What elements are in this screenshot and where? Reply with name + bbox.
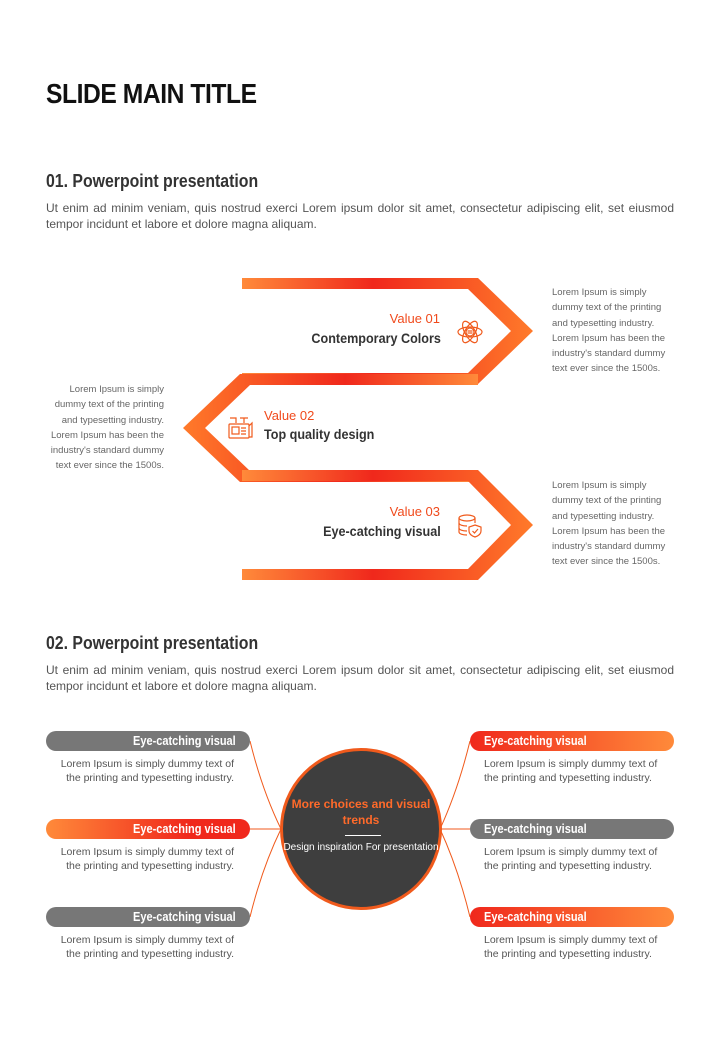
- value-03-label: Value 03: [389, 504, 440, 519]
- database-shield-icon: [456, 512, 484, 540]
- hub-circle: [280, 748, 442, 910]
- value-02-note: Lorem Ipsum is simply dummy text of the printing and typesetting industry. Lorem Ipsum has been the industry's standard dummy text ever since the 1500s.: [50, 384, 164, 472]
- right-pill-3-text: Lorem Ipsum is simply dummy text of the printing and typesetting industry.: [484, 934, 658, 960]
- right-pill-1-text: Lorem Ipsum is simply dummy text of the printing and typesetting industry.: [484, 758, 658, 784]
- right-pill-2-text: Lorem Ipsum is simply dummy text of the printing and typesetting industry.: [484, 846, 658, 872]
- left-pill-2-text: Lorem Ipsum is simply dummy text of the printing and typesetting industry.: [60, 846, 234, 872]
- right-pill-3: Eye-catching visual: [470, 907, 674, 927]
- value-01-title: Contemporary Colors: [311, 330, 441, 346]
- section2-body: Ut enim ad minim veniam, quis nostrud exerci Lorem ipsum dolor sit amet, consectetur adipiscing elit, set eiusmod tempor incidunt et labore et dolore magna aliquam.: [46, 663, 674, 693]
- section2-heading: 02. Powerpoint presentation: [46, 633, 259, 653]
- value-03-title: Eye-catching visual: [323, 523, 441, 539]
- hub-subtitle: Design inspiration For presentation: [283, 842, 439, 853]
- value-01-label: Value 01: [389, 311, 440, 326]
- value-02-title: Top quality design: [264, 426, 375, 442]
- left-pill-1: Eye-catching visual: [46, 731, 250, 751]
- hub-divider: [345, 835, 381, 836]
- left-pill-1-text: Lorem Ipsum is simply dummy text of the printing and typesetting industry.: [60, 758, 234, 784]
- right-pill-2: Eye-catching visual: [470, 819, 674, 839]
- slide-title: SLIDE MAIN TITLE: [46, 78, 257, 109]
- atom-icon: [456, 318, 484, 346]
- section1-body: Ut enim ad minim veniam, quis nostrud exerci Lorem ipsum dolor sit amet, consectetur adipiscing elit, set eiusmod tempor incidunt et labore et dolore magna aliquam.: [46, 201, 674, 231]
- left-pill-3: Eye-catching visual: [46, 907, 250, 927]
- right-pill-1: Eye-catching visual: [470, 731, 674, 751]
- value-02-label: Value 02: [264, 408, 315, 423]
- section1-heading: 01. Powerpoint presentation: [46, 171, 259, 191]
- value-03-note: Lorem Ipsum is simply dummy text of the printing and typesetting industry. Lorem Ipsum has been the industry's standard dummy text ever since the 1500s.: [552, 480, 666, 568]
- hub-title: More choices and visual trends: [291, 797, 431, 827]
- design-tools-icon: [226, 414, 254, 442]
- value-01-note: Lorem Ipsum is simply dummy text of the printing and typesetting industry. Lorem Ipsum has been the industry's standard dummy text ever since the 1500s.: [552, 287, 666, 375]
- left-pill-2: Eye-catching visual: [46, 819, 250, 839]
- left-pill-3-text: Lorem Ipsum is simply dummy text of the printing and typesetting industry.: [60, 934, 234, 960]
